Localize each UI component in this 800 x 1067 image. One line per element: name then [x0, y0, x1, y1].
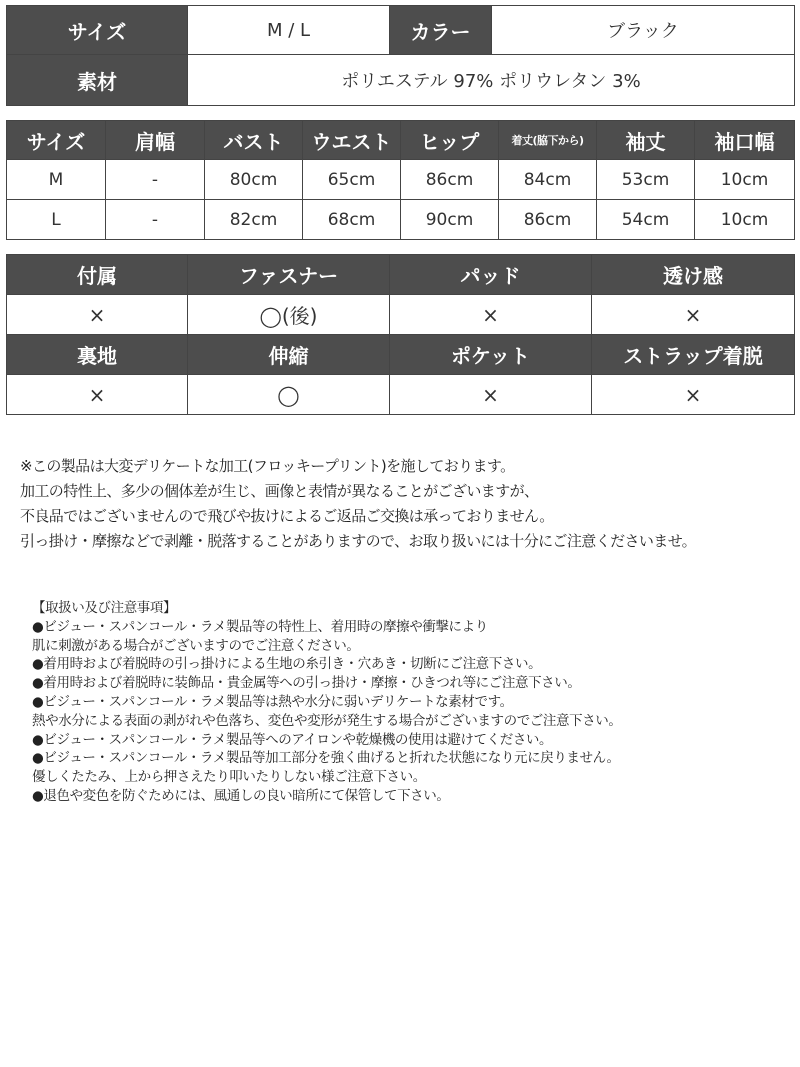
product-info-table [6, 5, 795, 106]
table-row [7, 200, 795, 240]
table-cell: L [7, 200, 106, 240]
feature-value-stretch: ◯ [188, 375, 390, 415]
care-line: 肌に刺激がある場合がございますのでご注意ください。 [32, 637, 360, 654]
notice-line: 加工の特性上、多少の個体差が生じ、画像と表情が異なることがございますが、 [20, 482, 539, 500]
table-cell: - [106, 200, 205, 240]
flocking-notice [20, 454, 790, 554]
feature-header-stretch: 伸縮 [188, 335, 390, 375]
feature-header-pocket: ポケット [390, 335, 592, 375]
color-value: ブラック [492, 6, 795, 55]
features-header-row [7, 255, 795, 295]
feature-value-pad: × [390, 295, 592, 335]
header-bust: バスト [205, 121, 303, 160]
header-sleeve-length: 袖丈 [597, 121, 695, 160]
feature-header-strap: ストラップ着脱 [592, 335, 795, 375]
size-label: サイズ [7, 6, 188, 55]
table-cell: 65cm [303, 160, 401, 200]
notice-line: 引っ掛け・摩擦などで剥離・脱落することがありますので、お取り扱いには十分にご注意くださいませ。 [20, 532, 697, 550]
care-line: ●ビジュー・スパンコール・ラメ製品等は熱や水分に弱いデリケートな素材です。 [32, 693, 513, 710]
features-value-row [7, 375, 795, 415]
table-cell: 86cm [499, 200, 597, 240]
header-shoulder: 肩幅 [106, 121, 205, 160]
feature-header-lining: 裏地 [7, 335, 188, 375]
size-value: M / L [188, 6, 390, 55]
header-hip: ヒップ [401, 121, 499, 160]
table-cell: 68cm [303, 200, 401, 240]
care-title: 【取扱い及び注意事項】 [32, 600, 177, 616]
feature-value-zipper: ◯(後) [188, 295, 390, 335]
care-line: ●ビジュー・スパンコール・ラメ製品等の特性上、着用時の摩擦や衝撃により [32, 618, 488, 635]
feature-header-sheerness: 透け感 [592, 255, 795, 295]
material-value: ポリエステル 97% ポリウレタン 3% [188, 55, 795, 106]
feature-value-lining: × [7, 375, 188, 415]
table-cell: 90cm [401, 200, 499, 240]
feature-value-strap: × [592, 375, 795, 415]
care-line: 熱や水分による表面の剥がれや色落ち、変色や変形が発生する場合がございますのでご注意下さい。 [32, 712, 622, 729]
table-cell: 86cm [401, 160, 499, 200]
header-size: サイズ [7, 121, 106, 160]
feature-value-pocket: × [390, 375, 592, 415]
care-line: ●ビジュー・スパンコール・ラメ製品等へのアイロンや乾燥機の使用は避けてください。 [32, 731, 553, 748]
feature-header-pad: パッド [390, 255, 592, 295]
feature-value-sheerness: × [592, 295, 795, 335]
features-header-row [7, 335, 795, 375]
color-label: カラー [390, 6, 492, 55]
table-cell: 53cm [597, 160, 695, 200]
table-row [7, 160, 795, 200]
table-cell: - [106, 160, 205, 200]
table-cell: 10cm [695, 200, 795, 240]
material-label: 素材 [7, 55, 188, 106]
feature-value-accessory: × [7, 295, 188, 335]
care-line: ●退色や変色を防ぐためには、風通しの良い暗所にて保管して下さい。 [32, 787, 450, 804]
features-value-row [7, 295, 795, 335]
header-length: 着丈(脇下から) [499, 121, 597, 160]
care-line: ●着用時および着脱時に装飾品・貴金属等への引っ掛け・摩擦・ひきつれ等にご注意下さい。 [32, 675, 581, 692]
table-cell: 10cm [695, 160, 795, 200]
table-cell: 80cm [205, 160, 303, 200]
feature-header-zipper: ファスナー [188, 255, 390, 295]
care-line: ●着用時および着脱時の引っ掛けによる生地の糸引き・穴あき・切断にご注意下さい。 [32, 656, 542, 673]
notice-line: 不良品ではございませんので飛びや抜けによるご返品ご交換は承っておりません。 [20, 507, 554, 525]
care-line: ●ビジュー・スパンコール・ラメ製品等加工部分を強く曲げると折れた状態になり元に戻りません。 [32, 750, 620, 767]
table-cell: M [7, 160, 106, 200]
care-line: 優しくたたみ、上から押さえたり叩いたりしない様ご注意下さい。 [32, 769, 426, 786]
care-instructions [32, 599, 792, 806]
feature-header-accessory: 付属 [7, 255, 188, 295]
features-table [6, 254, 795, 415]
table-cell: 84cm [499, 160, 597, 200]
header-waist: ウエスト [303, 121, 401, 160]
header-cuff-width: 袖口幅 [695, 121, 795, 160]
size-chart-header-row [7, 121, 795, 160]
notice-line: ※この製品は大変デリケートな加工(フロッキープリント)を施しております。 [20, 457, 515, 475]
table-cell: 82cm [205, 200, 303, 240]
table-cell: 54cm [597, 200, 695, 240]
size-chart-table [6, 120, 795, 240]
